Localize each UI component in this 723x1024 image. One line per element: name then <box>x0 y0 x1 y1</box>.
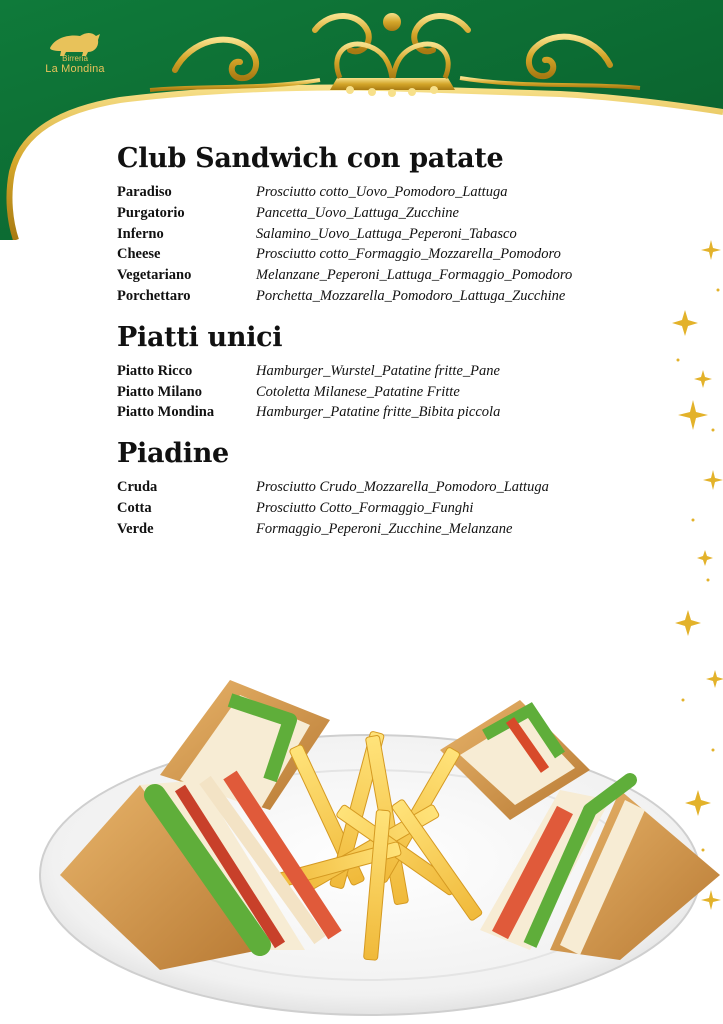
menu-item <box>117 402 697 423</box>
item-desc: Salamino_Uovo_Lattuga_Peperoni_Tabasco <box>256 225 517 242</box>
menu-item <box>117 477 697 498</box>
section-piatti-unici <box>117 319 697 423</box>
item-desc: Porchetta_Mozzarella_Pomodoro_Lattuga_Zucchine <box>256 287 566 304</box>
item-name: Cruda <box>117 479 158 496</box>
item-name: Piatto Mondina <box>117 404 215 421</box>
item-desc: Hamburger_Wurstel_Patatine fritte_Pane <box>256 362 500 379</box>
menu-item <box>117 498 697 519</box>
item-name: Paradiso <box>117 184 172 200</box>
menu-item <box>117 224 697 245</box>
menu-item <box>117 265 697 286</box>
sandwich-plate-image <box>30 660 723 1024</box>
item-name: Vegetariano <box>117 267 192 284</box>
menu-item <box>117 286 697 307</box>
section-piadine <box>117 435 697 539</box>
section-club-sandwich <box>117 140 697 307</box>
item-name: Piatto Milano <box>117 383 202 400</box>
logo-name: La Mondina <box>45 63 105 75</box>
menu-content <box>117 140 697 552</box>
item-name: Purgatorio <box>117 204 185 221</box>
item-desc: Prosciutto cotto_Uovo_Pomodoro_Lattuga <box>256 184 508 200</box>
item-name: Inferno <box>117 225 164 242</box>
item-desc: Prosciutto cotto_Formaggio_Mozzarella_Pomodoro <box>256 246 561 263</box>
item-desc: Formaggio_Peperoni_Zucchine_Melanzane <box>256 520 513 537</box>
item-desc: Cotoletta Milanese_Patatine Fritte <box>256 383 460 400</box>
section-title: Piadine <box>117 438 229 470</box>
menu-item <box>117 203 697 224</box>
menu-item <box>117 519 697 540</box>
menu-item <box>117 244 697 265</box>
item-name: Piatto Ricco <box>117 362 193 379</box>
item-desc: Melanzane_Peperoni_Lattuga_Formaggio_Pomodoro <box>256 267 573 284</box>
item-desc: Pancetta_Uovo_Lattuga_Zucchine <box>256 204 459 221</box>
menu-item <box>117 182 697 203</box>
item-desc: Prosciutto Cotto_Formaggio_Funghi <box>256 499 474 516</box>
item-name: Porchettaro <box>117 287 191 304</box>
item-name: Cotta <box>117 499 152 516</box>
menu-item <box>117 382 697 403</box>
menu-item <box>117 361 697 382</box>
item-name: Verde <box>117 520 154 537</box>
item-desc: Prosciutto Crudo_Mozzarella_Pomodoro_Lattuga <box>256 479 549 496</box>
item-name: Cheese <box>117 246 161 263</box>
item-desc: Hamburger_Patatine fritte_Bibita piccola <box>256 404 501 421</box>
section-title: Piatti unici <box>117 321 283 353</box>
section-title: Club Sandwich con patate <box>117 143 504 174</box>
logo <box>30 26 120 75</box>
logo-subtitle: Birreria <box>62 54 88 63</box>
